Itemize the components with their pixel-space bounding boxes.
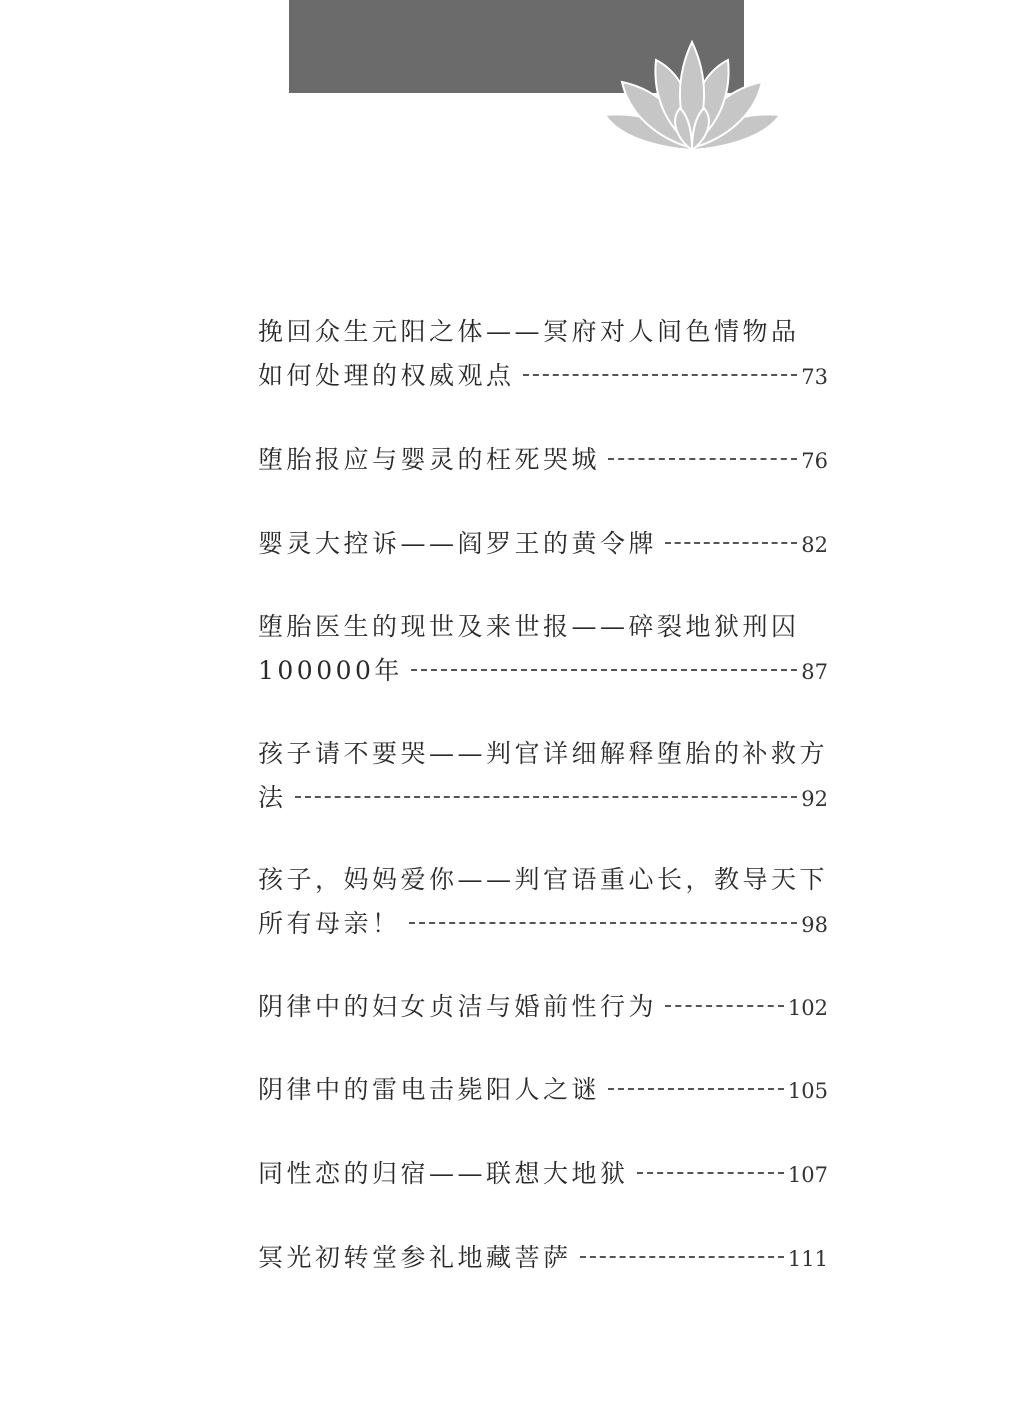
toc-entry-title-line: 冥光初转堂参礼地藏菩萨 xyxy=(258,1243,572,1272)
dot-leader xyxy=(295,796,798,798)
toc-page-number: 87 xyxy=(801,660,828,684)
dot-leader xyxy=(523,374,798,376)
toc-page-number: 98 xyxy=(801,913,828,937)
toc-entry[interactable] xyxy=(258,1068,828,1112)
toc-entry-title-line: 法 xyxy=(258,783,287,812)
toc-page-number: 111 xyxy=(787,1247,828,1271)
toc-entry[interactable] xyxy=(258,985,828,1029)
toc-entry[interactable] xyxy=(258,1152,828,1196)
toc-entry[interactable] xyxy=(258,438,828,482)
toc-page-number: 73 xyxy=(801,365,828,389)
toc-page-number: 76 xyxy=(801,449,828,473)
dot-leader xyxy=(637,1172,784,1174)
dot-leader xyxy=(665,1005,784,1007)
dot-leader xyxy=(411,669,797,671)
toc-page-number: 107 xyxy=(787,1163,828,1187)
toc-entry[interactable] xyxy=(258,858,828,946)
dot-leader xyxy=(665,542,797,544)
lotus-icon xyxy=(600,20,785,160)
dot-leader xyxy=(608,1088,784,1090)
toc-entry[interactable] xyxy=(258,310,828,398)
toc-entry-title-line: 婴灵大控诉——阎罗王的黄令牌 xyxy=(258,529,658,558)
toc-entry-title-line: 阴律中的雷电击毙阳人之谜 xyxy=(258,1075,601,1104)
dot-leader xyxy=(409,922,798,924)
toc-entry[interactable] xyxy=(258,732,828,820)
toc-entry-title-line: 同性恋的归宿——联想大地狱 xyxy=(258,1159,629,1188)
toc-page-number: 82 xyxy=(801,533,828,557)
dot-leader xyxy=(608,458,797,460)
toc-entry[interactable] xyxy=(258,605,828,693)
toc-entry-title-line: 堕胎医生的现世及来世报——碎裂地狱刑囚 xyxy=(258,612,800,641)
toc-page-number: 105 xyxy=(787,1079,828,1103)
toc-page-number: 102 xyxy=(787,996,828,1020)
toc-entry-title-line: 挽回众生元阳之体——冥府对人间色情物品 xyxy=(258,317,800,346)
toc-entry-title-line: 100000年 xyxy=(258,656,403,685)
toc-page-number: 92 xyxy=(801,787,828,811)
toc-entry-title-line: 孩子请不要哭——判官详细解释堕胎的补救方 xyxy=(258,739,829,768)
toc-entry[interactable] xyxy=(258,522,828,566)
toc-entry-title-line: 如何处理的权威观点 xyxy=(258,361,515,390)
toc-entry-title-line: 孩子，妈妈爱你——判官语重心长，教导天下 xyxy=(258,865,829,894)
toc-entry-title-line: 堕胎报应与婴灵的枉死哭城 xyxy=(258,445,601,474)
toc-entry-title-line: 阴律中的妇女贞洁与婚前性行为 xyxy=(258,992,658,1021)
dot-leader xyxy=(580,1256,784,1258)
toc-entry-title-line: 所有母亲！ xyxy=(258,909,401,938)
toc-entry[interactable] xyxy=(258,1236,828,1280)
